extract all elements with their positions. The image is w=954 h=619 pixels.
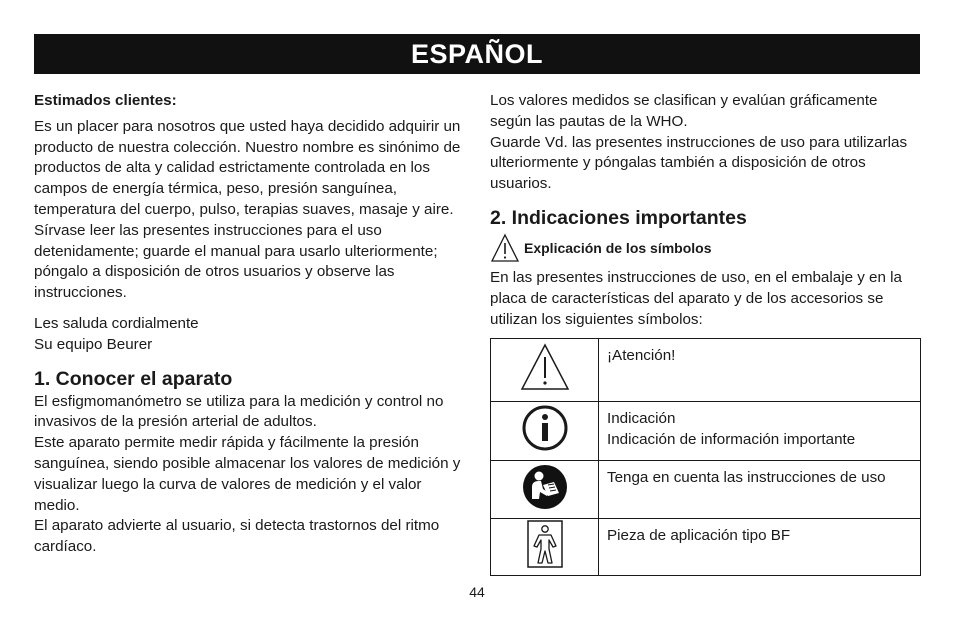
symbol-label: Pieza de aplicación tipo BF xyxy=(607,527,791,544)
left-column xyxy=(34,91,464,558)
symbol-icon-cell xyxy=(491,339,599,402)
section-1-paragraph-3: El aparato advierte al usuario, si detecta trastornos del ritmo cardíaco. xyxy=(34,517,440,556)
symbol-label: Tenga en cuenta las instrucciones de uso xyxy=(607,469,886,486)
section-1-paragraph-2: Este aparato permite medir rápida y fácilmente la presión sanguínea, siendo posible almacenar los valores de medición y visualizar luego la curva de valores de medición y el valor medio. xyxy=(34,434,461,514)
closing-line-1: Les saluda cordialmente xyxy=(34,314,199,332)
symbol-description-cell xyxy=(599,519,921,576)
symbols-intro-paragraph: En las presentes instrucciones de uso, en el embalaje y en la placa de características del aparato y de los accesorios se utilizan los siguientes símbolos: xyxy=(490,268,902,328)
closing-line-2: Su equipo Beurer xyxy=(34,335,153,353)
warning-triangle-icon xyxy=(490,233,520,263)
section-1-heading: 1. Conocer el aparato xyxy=(34,367,233,390)
table-row xyxy=(491,519,921,576)
symbol-description-cell xyxy=(599,339,921,402)
right-column xyxy=(490,91,920,330)
read-instructions-icon xyxy=(521,463,569,511)
greeting: Estimados clientes: xyxy=(34,92,177,109)
table-row xyxy=(491,402,921,461)
symbol-sublabel: Indicación de información importante xyxy=(607,431,856,448)
symbol-description-cell xyxy=(599,461,921,519)
symbol-icon-cell xyxy=(491,402,599,461)
who-paragraph: Los valores medidos se clasifican y evalúan gráficamente según las pautas de la WHO. xyxy=(490,92,878,130)
symbol-icon-cell xyxy=(491,519,599,576)
section-1-paragraph-1: El esfigmomanómetro se utiliza para la medición y control no invasivos de la presión arterial de adultos. xyxy=(34,392,444,431)
language-banner: ESPAÑOL xyxy=(34,34,920,74)
symbols-table xyxy=(490,338,921,576)
symbol-icon-cell xyxy=(491,461,599,519)
symbol-label: ¡Atención! xyxy=(607,347,676,364)
section-2-heading: 2. Indicaciones importantes xyxy=(490,206,747,229)
keep-instructions-paragraph: Guarde Vd. las presentes instrucciones de uso para utilizarlas ulteriormente y póngalas también a disposición de otros usuarios. xyxy=(490,133,908,193)
read-instructions-paragraph: Sírvase leer las presentes instrucciones para el uso detenidamente; guarde el manual para usarlo ulteriormente; póngalo a disposición de otros usuarios y observe las instrucciones. xyxy=(34,221,438,302)
table-row xyxy=(491,461,921,519)
symbols-subheading xyxy=(490,233,920,263)
type-bf-applied-part-icon xyxy=(527,520,563,568)
symbols-title: Explicación de los símbolos xyxy=(524,239,712,256)
warning-triangle-icon xyxy=(520,343,570,391)
symbol-label: Indicación xyxy=(607,410,676,427)
info-circle-icon xyxy=(521,404,569,452)
table-row xyxy=(491,339,921,402)
symbol-description-cell xyxy=(599,402,921,461)
intro-paragraph: Es un placer para nosotros que usted haya decidido adquirir un producto de nuestra colección. Nuestro nombre es sinónimo de productos de alta y calidad estrictamente controlada en los campos de energía térmica, peso, presión sanguínea, temperatura del cuerpo, pulso, terapias suaves, masaje y aire. xyxy=(34,117,461,218)
page-number: 44 xyxy=(469,584,485,600)
